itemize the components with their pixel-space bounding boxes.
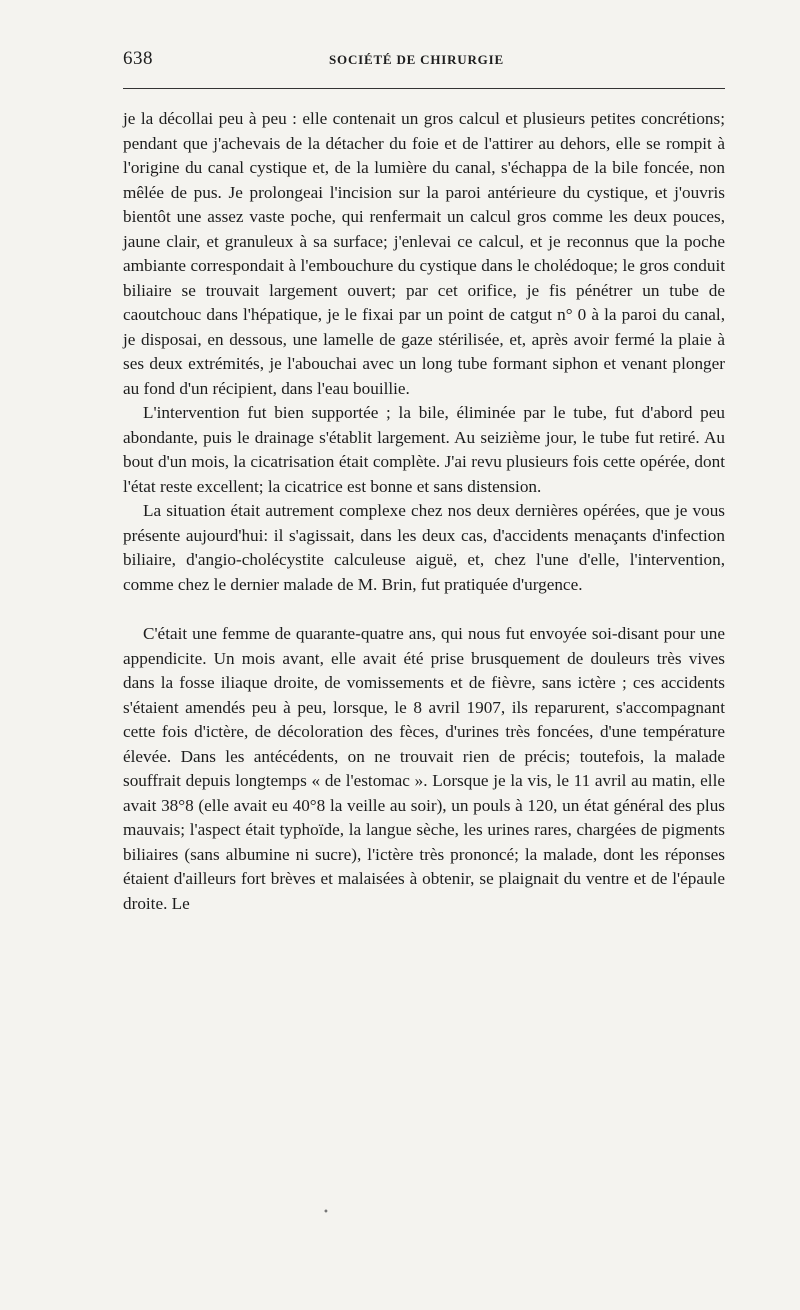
paragraph-2: L'intervention fut bien supportée ; la bile, éliminée par le tube, fut d'abord peu abondante, puis le drainage s'établit largement. Au seizième jour, le tube fut retiré. Au bout d'un mois, la cicatrisation était complète. J'ai revu plusieurs fois cette opérée, dont l'état reste excellent; la cicatrice est bonne et sans distension. (123, 403, 725, 496)
paragraph-1: je la décollai peu à peu : elle contenait un gros calcul et plusieurs petites concrétions; pendant que j'achevais de la détacher du foie et de l'attirer au dehors, elle se rompit à l'origine du canal cystique et, de la lumière du canal, s'échappa de la bile foncée, non mêlée de pus. Je prolongeai l'incision sur la paroi antérieure du cystique, et j'ouvris bientôt une assez vaste poche, qui renfermait un calcul gros comme les deux pouces, jaune clair, et granuleux à sa surface; j'enlevai ce calcul, et je reconnus que la poche ambiante correspondait à l'embouchure du cystique dans le cholédoque; le gros conduit biliaire se trouvait largement ouvert; par cet orifice, je fis pénétrer un tube de caoutchouc dans l'hépatique, je le fixai par un point de catgut n° 0 à la paroi du canal, je disposai, en dessous, une lamelle de gaze stérilisée, et, après avoir fermé la plaie à ses deux extrémités, je l'abouchai avec un long tube formant siphon et venant plonger au fond d'un récipient, dans l'eau bouillie. (123, 109, 725, 398)
printer-mark-dot: • (323, 1207, 329, 1218)
running-head: SOCIÉTÉ DE CHIRURGIE (329, 52, 504, 67)
header-rule (123, 88, 725, 89)
body-text (123, 107, 725, 916)
paragraph-4: C'était une femme de quarante-quatre ans, qui nous fut envoyée soi-disant pour une appendicite. Un mois avant, elle avait été prise brusquement de douleurs très vives dans la fosse iliaque droite, de vomissements et de fièvre, sans ictère ; ces accidents s'étaient amendés peu à peu, lorsque, le 8 avril 1907, ils reparurent, s'accompagnant cette fois d'ictère, de décoloration des fèces, d'urines très foncées, d'une température élevée. Dans les antécédents, on ne trouvait rien de précis; toutefois, la malade souffrait depuis longtemps « de l'estomac ». Lorsque je la vis, le 11 avril au matin, elle avait 38°8 (elle avait eu 40°8 la veille au soir), un pouls à 120, un état général des plus mauvais; l'aspect était typhoïde, la langue sèche, les urines rares, chargées de pigments biliaires (sans albumine ni sucre), l'ictère très prononcé; la malade, dont les réponses étaient d'ailleurs fort brèves et malaisées à obtenir, se plaignait du ventre et de l'épaule droite. Le (123, 624, 725, 913)
page-header (123, 48, 725, 76)
page-number: 638 (123, 48, 153, 69)
paragraph-3: La situation était autrement complexe chez nos deux dernières opérées, que je vous présente aujourd'hui: il s'agissait, dans les deux cas, d'accidents menaçants d'infection biliaire, d'angio-cholécystite calculeuse aiguë, et, chez l'une d'elle, l'intervention, comme chez le dernier malade de M. Brin, fut pratiquée d'urgence. (123, 501, 725, 594)
